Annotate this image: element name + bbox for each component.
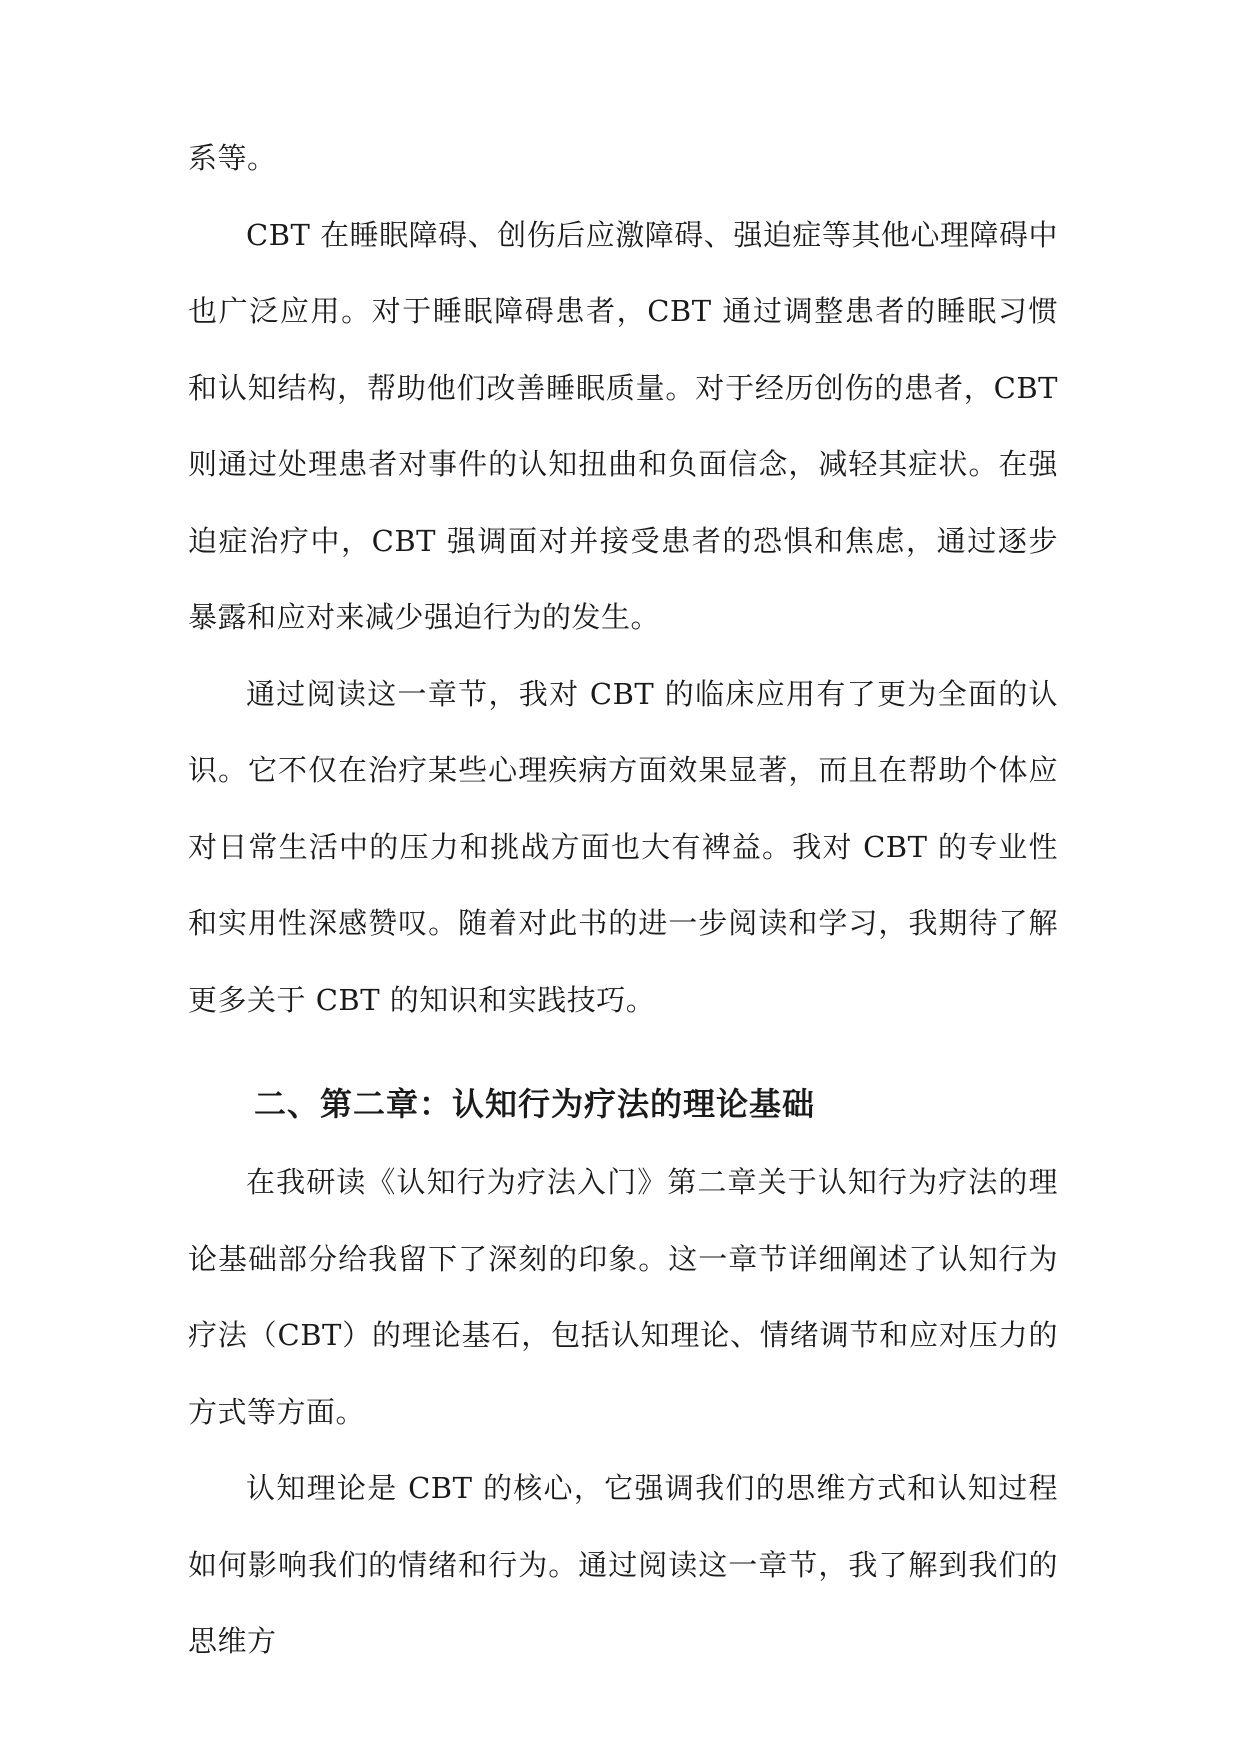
document-page <box>188 120 1058 1680</box>
paragraph-cognitive-theory: 认知理论是 CBT 的核心，它强调我们的思维方式和认知过程如何影响我们的情绪和行为。通过阅读这一章节，我了解到我们的思维方 <box>188 1471 1058 1658</box>
section-heading: 二、第二章：认知行为疗法的理论基础 <box>254 1085 816 1123</box>
paragraph-cbt-other-disorders: CBT 在睡眠障碍、创伤后应激障碍、强迫症等其他心理障碍中也广泛应用。对于睡眠障碍患者，CBT 通过调整患者的睡眠习惯和认知结构，帮助他们改善睡眠质量。对于经历创伤的患者，CBT 则通过处理患者对事件的认知扭曲和负面信念，减轻其症状。在强迫症治疗中，CBT 强调面对并接受患者的恐惧和焦虑，通过逐步暴露和应对来减少强迫行为的发生。 <box>188 217 1058 634</box>
paragraph-chapter-reflection: 通过阅读这一章节，我对 CBT 的临床应用有了更为全面的认识。它不仅在治疗某些心理疾病方面效果显著，而且在帮助个体应对日常生活中的压力和挑战方面也大有裨益。我对 CBT 的专业性和实用性深感赞叹。随着对此书的进一步阅读和学习，我期待了解更多关于 CBT 的知识和实践技巧。 <box>188 676 1058 1017</box>
paragraph-continuation: 系等。 <box>188 141 277 175</box>
paragraph-chapter-two-intro: 在我研读《认知行为疗法入门》第二章关于认知行为疗法的理论基础部分给我留下了深刻的印象。这一章节详细阐述了认知行为疗法（CBT）的理论基石，包括认知理论、情绪调节和应对压力的方式等方面。 <box>188 1165 1058 1429</box>
